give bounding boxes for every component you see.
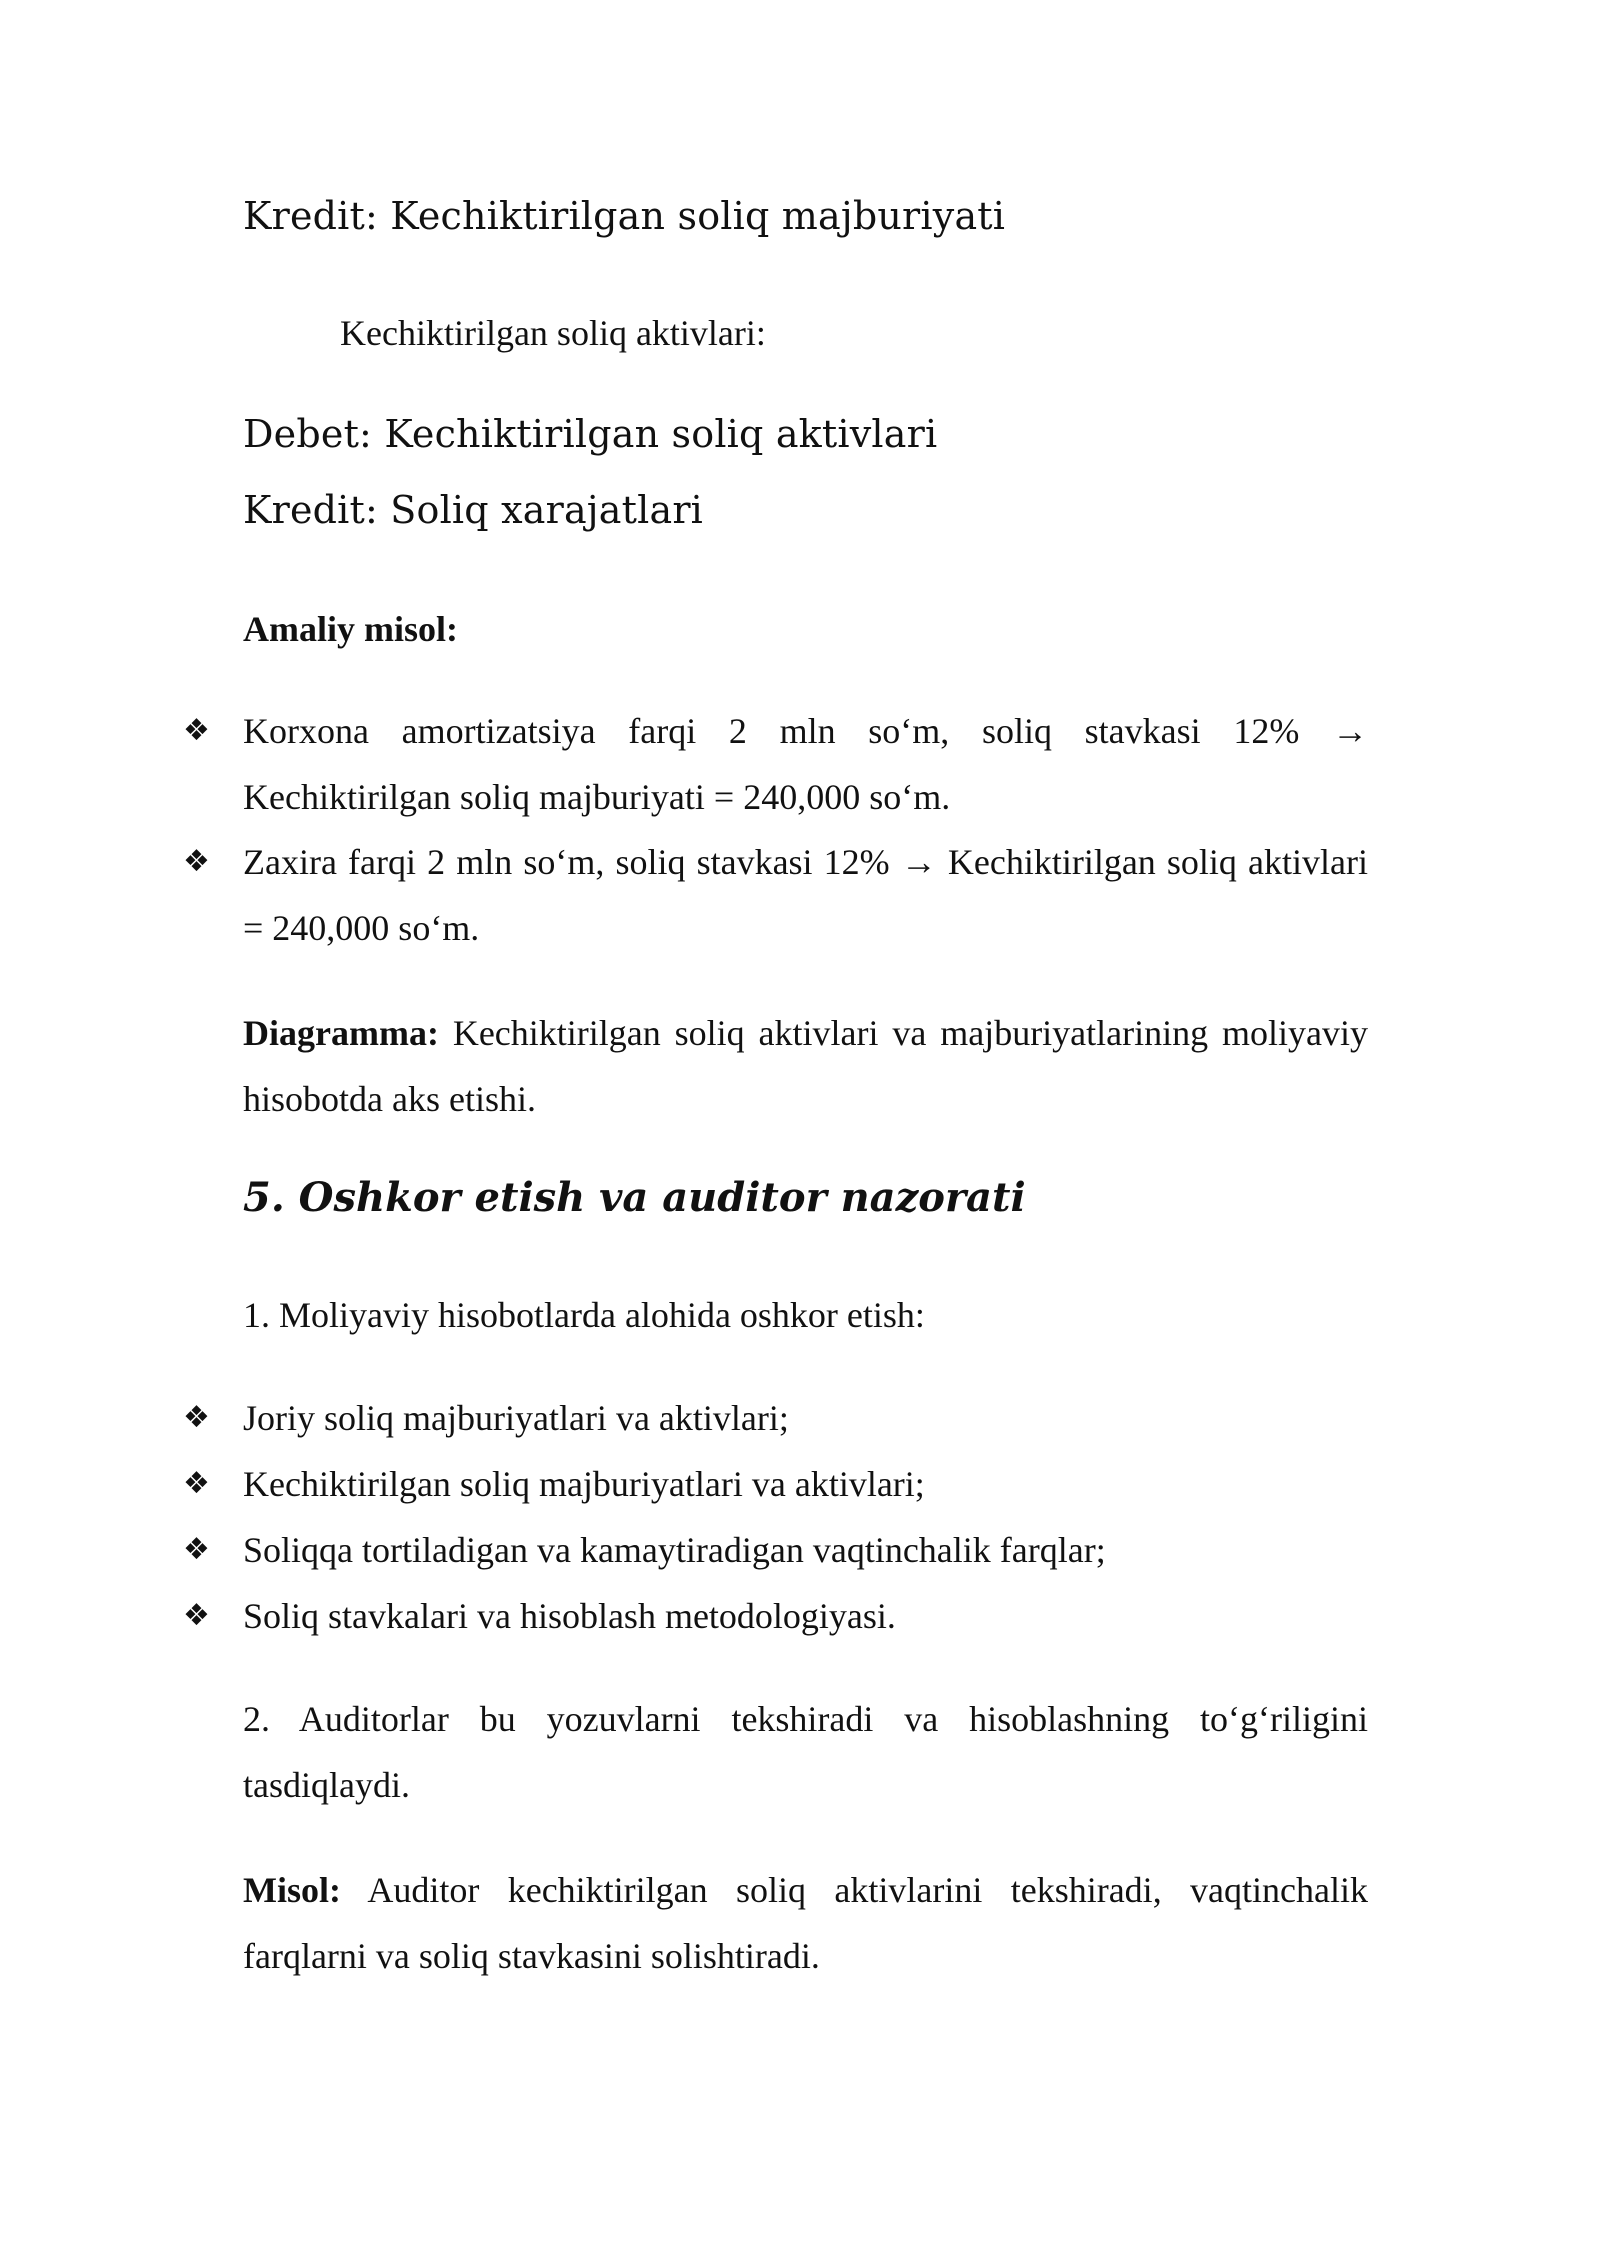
list-item-text: Soliq stavkalari va hisoblash metodologiyasi. [243,1596,896,1636]
list-item [183,1583,1368,1649]
list-item [183,1451,1368,1517]
kredit-entry-1: Kredit: Kechiktirilgan soliq majburiyati [243,194,1006,238]
four-diamond-bullet-icon: ❖ [183,844,210,879]
list-item [183,1385,1368,1451]
misol-paragraph [243,1857,1368,1989]
four-diamond-bullet-icon: ❖ [183,1466,210,1501]
four-diamond-bullet-icon: ❖ [183,713,210,748]
section-heading: 5. Oshkor etish va auditor nazorati [243,1174,1026,1221]
diagram-paragraph [243,1000,1368,1132]
list-item [183,698,1368,830]
list-item-text: Korxona amortizatsiya farqi 2 mln so‘m, soliq stavkasi 12% → Kechiktirilgan soliq majburiyati = 240,000 so‘m. [243,711,1368,817]
four-diamond-bullet-icon: ❖ [183,1532,210,1567]
example-title: Amaliy misol: [243,609,458,649]
kredit-entry-2: Kredit: Soliq xarajatlari [243,488,704,532]
list-item-text: Zaxira farqi 2 mln so‘m, soliq stavkasi 12% → Kechiktirilgan soliq aktivlari = 240,000 so‘m. [243,842,1368,948]
list-item-text: Joriy soliq majburiyatlari va aktivlari; [243,1398,789,1438]
diagram-label: Diagramma: [243,1013,439,1053]
misol-text: Auditor kechiktirilgan soliq aktivlarini tekshiradi, vaqtinchalik farqlarni va soliq stavkasini solishtiradi. [243,1870,1368,1976]
disclosure-item-1: 1. Moliyaviy hisobotlarda alohida oshkor etish: [243,1295,925,1335]
four-diamond-bullet-icon: ❖ [183,1598,210,1633]
diagram-text: Kechiktirilgan soliq aktivlari va majburiyatlarining moliyaviy hisobotda aks etishi. [243,1013,1368,1119]
debet-entry: Debet: Kechiktirilgan soliq aktivlari [243,412,938,456]
misol-label: Misol: [243,1870,341,1910]
list-item-text: Kechiktirilgan soliq majburiyatlari va aktivlari; [243,1464,925,1504]
list-item [183,829,1368,961]
four-diamond-bullet-icon: ❖ [183,1400,210,1435]
assets-subheading: Kechiktirilgan soliq aktivlari: [340,313,766,353]
list-item-text: Soliqqa tortiladigan va kamaytiradigan vaqtinchalik farqlar; [243,1530,1106,1570]
disclosure-item-2: 2. Auditorlar bu yozuvlarni tekshiradi va hisoblashning to‘g‘riligini tasdiqlaydi. [243,1699,1368,1805]
list-item [183,1517,1368,1583]
